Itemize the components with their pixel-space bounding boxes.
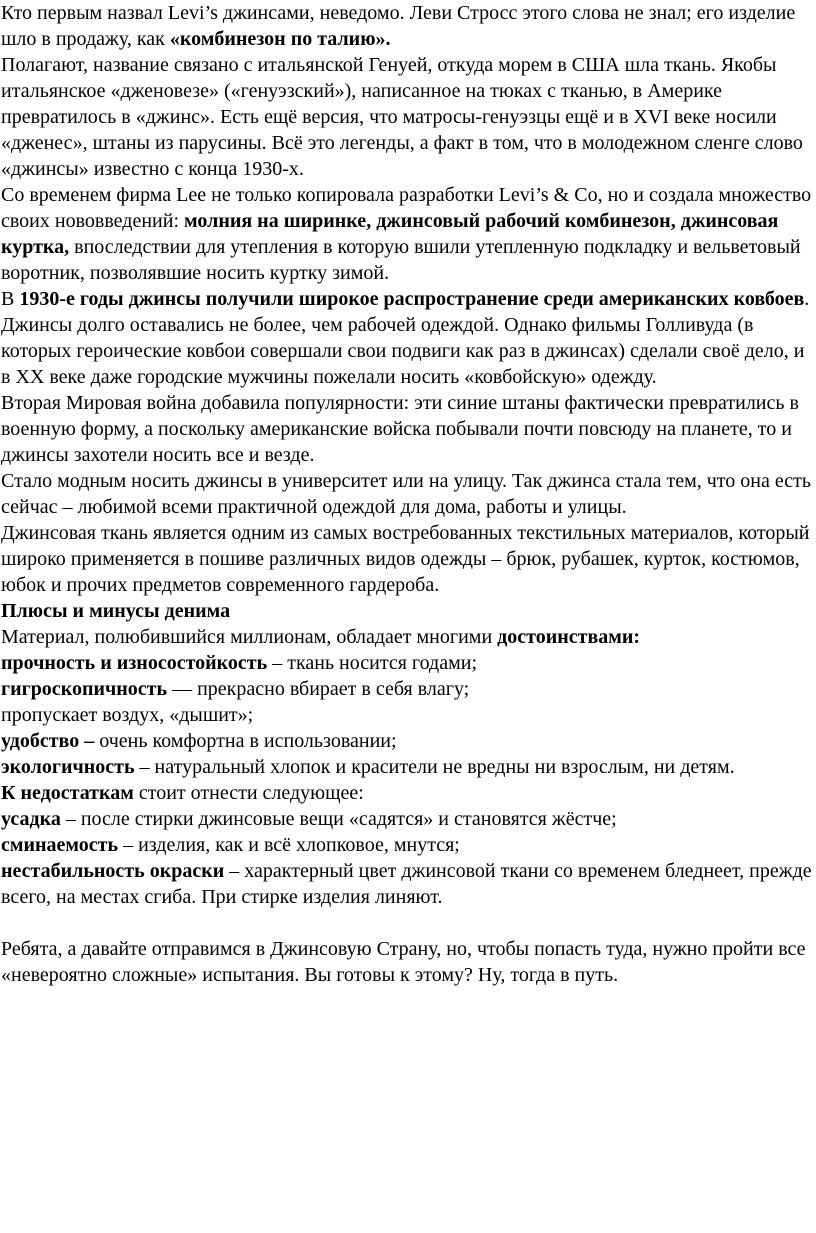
text: впоследствии для утепления в которую вшили утепленную подкладку и вельветовый воротник, позволявшие носить куртку зимой.	[1, 236, 801, 284]
text: – изделия, как и всё хлопковое, мнутся;	[118, 834, 460, 856]
text: очень комфортна в использовании;	[94, 730, 397, 752]
term: усадка	[1, 808, 61, 830]
paragraph-genoa: Полагают, название связано с итальянской Генуей, откуда морем в США шла ткань. Якобы итальянское «дженовезе» («генуэзский»), написанное на тюках с тканью, в Америке превратилось в «джинс». Есть ещё версия, что матросы-генуэзцы ещё и в XVI веке носили «дженес», штаны из парусины. Всё это легенды, а факт в том, что в молодежном сленге слово «джинсы» известно с конца 1930-х.	[1, 54, 803, 180]
heading-text: Плюсы и минусы денима	[1, 600, 231, 622]
section-heading	[1, 598, 816, 624]
text: стоит отнести следующее:	[133, 782, 364, 804]
paragraph-disadvantages-intro	[1, 780, 816, 806]
text: Со временем фирма Lee не только копировала разработки Levi’s & Co, но и создала множество своих нововведений:	[1, 184, 812, 232]
text: Материал, полюбившийся миллионам, обладает многими	[1, 626, 498, 648]
bold-text: «комбинезон по талию».	[169, 28, 391, 50]
spacer	[1, 910, 816, 936]
list-item-pro	[1, 728, 816, 754]
bold-text: К недостаткам	[1, 782, 134, 804]
term: сминаемость	[1, 834, 119, 856]
paragraph-denim-fabric: Джинсовая ткань является одним из самых востребованных текстильных материалов, который широко применяется в пошиве различных видов одежды – брюк, рубашек, курток, костюмов, юбок и прочих предметов современного гардероба.	[1, 522, 810, 596]
paragraph-advantages-intro	[1, 624, 816, 650]
paragraph-fashion: Стало модным носить джинсы в университет или на улицу. Так джинса стала тем, что она есть сейчас – любимой всеми практичной одеждой для дома, работы и улицы.	[1, 470, 811, 518]
list-item-con	[1, 806, 816, 832]
term: нестабильность окраски	[1, 860, 225, 882]
list-item-pro	[1, 702, 816, 728]
list-item-pro	[1, 650, 816, 676]
text: –– прекрасно вбирает в себя влагу;	[167, 678, 470, 700]
term: прочность и износостойкость	[1, 652, 268, 674]
bold-text: 1930-е годы джинсы получили широкое распространение среди американских ковбоев	[19, 288, 805, 310]
paragraph-ww2: Вторая Мировая война добавила популярности: эти синие штаны фактически превратились в военную форму, а поскольку американские войска побывали почти повсюду на планете, то и джинсы захотели носить все и везде.	[1, 392, 799, 466]
text: – натуральный хлопок и красители не вредны ни взрослым, ни детям.	[134, 756, 735, 778]
text: – ткань носится годами;	[267, 652, 477, 674]
list-item-con	[1, 858, 816, 910]
list-item-pro	[1, 676, 816, 702]
paragraph-lee	[1, 182, 816, 286]
text: – характерный цвет джинсовой ткани со временем бледнеет, прежде всего, на местах сгиба. При стирке изделия линяют.	[1, 860, 812, 908]
bold-text: достоинствами:	[497, 626, 641, 648]
paragraph-hollywood: Джинсы долго оставались не более, чем рабочей одеждой. Однако фильмы Голливуда (в которых героические ковбои совершали свои подвиги как раз в джинсах) сделали своё дело, и в XX веке даже городские мужчины пожелали носить «ковбойскую» одежду.	[1, 314, 805, 388]
list-item-con	[1, 832, 816, 858]
term: гигроскопичность	[1, 678, 168, 700]
text: Кто первым назвал Levi’s джинсами, неведомо. Леви Стросс этого слова не знал; его изделие шло в продажу, как	[1, 2, 796, 50]
text: .	[804, 288, 810, 310]
paragraph-final: Ребята, а давайте отправимся в Джинсовую Страну, но, чтобы попасть туда, нужно пройти все «невероятно сложные» испытания. Вы готовы к этому? Ну, тогда в путь.	[1, 938, 806, 986]
paragraph-levis-origin	[1, 0, 816, 52]
text: – после стирки джинсовые вещи «садятся» и становятся жёстче;	[60, 808, 617, 830]
text: В	[1, 288, 20, 310]
term: удобство –	[1, 730, 95, 752]
paragraph-1930s	[1, 286, 816, 312]
list-item-pro	[1, 754, 816, 780]
text: пропускает воздух, «дышит»;	[1, 704, 254, 726]
bold-text: молния на ширинке, джинсовый рабочий комбинезон, джинсовая куртка,	[1, 210, 779, 258]
term: экологичность	[1, 756, 135, 778]
